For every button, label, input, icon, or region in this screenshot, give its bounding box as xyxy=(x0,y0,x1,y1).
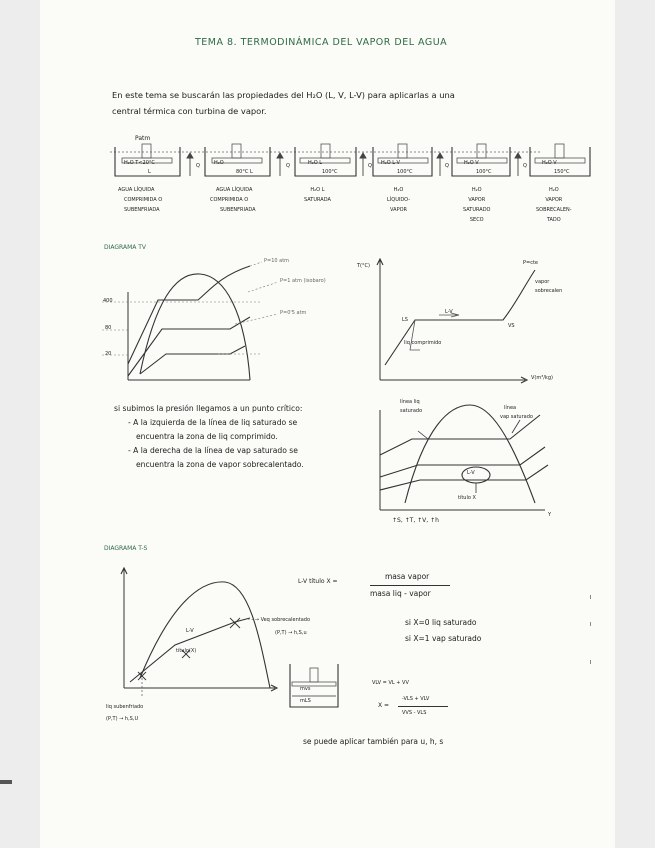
state-caption: H₂O VAPOR SOBRECALEN- TADO xyxy=(536,187,572,223)
aplicar-note: se puede aplicar también para u, h, s xyxy=(303,737,444,746)
ts-diagram xyxy=(120,560,290,690)
y-tick-label: 80 xyxy=(105,325,112,331)
isobar-label-p1: P=10 atm xyxy=(264,258,290,264)
tv-heading: DIAGRAMA TV xyxy=(104,244,147,251)
state-caption: H₂O VAPOR SATURADO SECO xyxy=(463,187,491,223)
x-fraction-bar xyxy=(398,706,448,707)
critical-point-text: si subimos la presión llegamos a un punto crítico: - A la izquierda de la línea de liq saturado se encuentra la zona de liq comprimido. - A la derecha de la línea de vap saturado se encuentra la zona de vapor sobrecalentado. xyxy=(114,404,304,469)
state-box-sub: 150°C xyxy=(554,169,570,175)
piston-sketch xyxy=(288,662,348,712)
ts-titulo-label: título(X) xyxy=(176,648,197,654)
isobar-label-p2: P=1 atm (isobaro) xyxy=(280,278,326,284)
state-caption: AGUA LÍQUIDA COMPRIMIDA O SUBENFRIADA xyxy=(118,187,163,213)
titulo-x-label: título X xyxy=(458,495,476,501)
vlv-formula: VLV = VL + VV xyxy=(372,680,409,686)
liq-subenfriado-label: liq subenfriado xyxy=(106,704,144,710)
heat-label: Q xyxy=(523,163,527,169)
notebook-page xyxy=(40,0,615,848)
intro-line-2: central térmica con turbina de vapor. xyxy=(112,106,267,116)
x-numerator: -VLS + VLV xyxy=(402,696,430,702)
vs-label: VS xyxy=(508,323,515,329)
veq-sobre-label: - - → Veq sobrecalentado xyxy=(248,617,311,623)
tv-diagram-isobars xyxy=(100,262,300,402)
dome-bottom-label: ↑S, ↑T, ↑V, ↑h xyxy=(392,517,439,524)
vap-sat-line-label: línea vap saturado xyxy=(500,405,533,420)
state-box-sub: L xyxy=(148,169,151,175)
ls-label: LS xyxy=(402,317,408,323)
state-caption: H₂O L SATURADA xyxy=(304,187,331,203)
heat-label: Q xyxy=(445,163,449,169)
x0-condition: si X=0 liq saturado xyxy=(405,618,477,627)
lv-label: L-V xyxy=(445,309,453,315)
state-box-text: H₂O V xyxy=(542,160,557,166)
tv-ylabel: T(°C) xyxy=(357,263,370,269)
state-box-sub: 100°C xyxy=(322,169,338,175)
x-eq-label: X = xyxy=(378,702,390,709)
fraction-bar xyxy=(370,585,450,586)
liq-comp-label: liq comprimido xyxy=(404,340,442,346)
ts-lv-label: L-V xyxy=(186,628,194,634)
titulo-denominator: masa liq - vapor xyxy=(370,589,431,598)
liq-sat-line-label: línea liq saturado xyxy=(400,399,423,414)
margin-mark xyxy=(590,595,591,599)
tv-xlabel: V(m³/kg) xyxy=(531,375,553,381)
titulo-formula-label: L-V título X = xyxy=(298,578,338,585)
veq-ptr-label: (P,T) → h,S,u xyxy=(275,630,307,636)
pcte-label: P=cte xyxy=(523,260,538,266)
scan-edge-mark xyxy=(0,780,12,784)
titulo-numerator: masa vapor xyxy=(385,572,430,581)
state-box-sub: 100°C xyxy=(397,169,413,175)
heat-label: Q xyxy=(286,163,290,169)
state-caption: H₂O LÍQUIDO- VAPOR xyxy=(387,187,411,213)
x-denominator: VVS - VLS xyxy=(402,710,427,716)
state-box-sub: 80°C L xyxy=(236,169,253,175)
state-box-text: H₂O L xyxy=(308,160,323,166)
y-tick-label: 20 xyxy=(105,351,112,357)
margin-mark xyxy=(590,622,591,626)
mls-label: mLS xyxy=(300,698,311,704)
dome-lv-label: L-V xyxy=(467,470,475,476)
dome-yaxis-label: Y xyxy=(548,512,552,518)
page-title: TEMA 8. TERMODINÁMICA DEL VAPOR DEL AGUA xyxy=(195,37,448,48)
liq-sub-ptr-label: (P,T) → h,S,U xyxy=(106,716,139,722)
state-box-text: H₂O T<20°C xyxy=(124,160,155,166)
isobar-label-p3: P=0'5 atm xyxy=(280,310,307,316)
intro-line-1: En este tema se buscarán las propiedades del H₂O (L, V, L-V) para aplicarlas a una xyxy=(112,90,455,100)
vapor-sobre-label: vapor sobrecalen xyxy=(535,279,563,294)
state-box-sub: 100°C xyxy=(476,169,492,175)
ts-heading: DIAGRAMA T-S xyxy=(104,545,148,552)
patm-label: Patm xyxy=(135,135,151,142)
x1-condition: si X=1 vap saturado xyxy=(405,634,482,643)
margin-mark xyxy=(590,660,591,664)
y-tick-label: 400 xyxy=(103,298,113,304)
heat-label: Q xyxy=(196,163,200,169)
state-caption: AGUA LÍQUIDA COMPRIMIDA O SUBENFRIADA xyxy=(210,187,256,213)
state-box-text: H₂O xyxy=(214,160,224,166)
mvs-label: mvs xyxy=(300,686,311,692)
state-box-text: H₂O L-V xyxy=(381,160,400,166)
state-box-text: H₂O V xyxy=(464,160,479,166)
heat-label: Q xyxy=(368,163,372,169)
